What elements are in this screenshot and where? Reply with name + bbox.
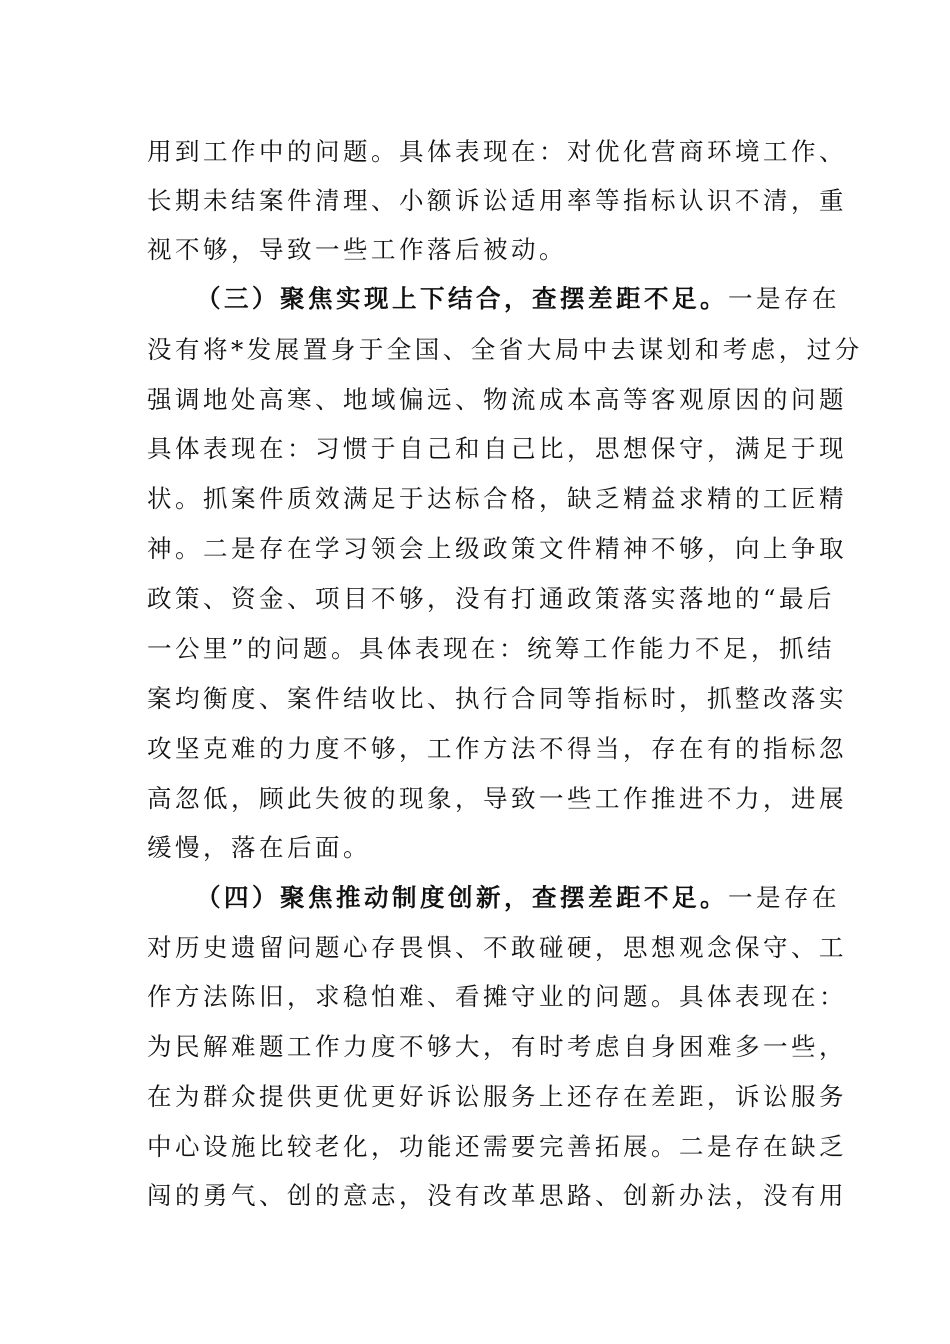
text-line: 为民解难题工作力度不够大，有时考虑自身困难多一些，	[147, 1032, 847, 1061]
text-line: 长期未结案件清理、小额诉讼适用率等指标认识不清，重	[147, 186, 847, 215]
text-line: 对历史遗留问题心存畏惧、不敢碰硬，思想观念保守、工	[147, 933, 847, 962]
text-line: 一公里”的问题。具体表现在：统筹工作能力不足，抓结	[147, 634, 836, 663]
text-line: 没有将*发展置身于全国、全省大局中去谋划和考虑，过分	[147, 335, 863, 364]
text-line: 政策、资金、项目不够，没有打通政策落实落地的“最后	[147, 584, 836, 613]
text-line: 具体表现在：习惯于自己和自己比，思想保守，满足于现	[147, 434, 847, 463]
text-line: 强调地处高寒、地域偏远、物流成本高等客观原因的问题	[147, 385, 847, 414]
text-line: 缓慢，落在后面。	[147, 833, 371, 862]
text-line: 作方法陈旧，求稳怕难、看摊守业的问题。具体表现在：	[147, 982, 847, 1011]
text-line: 视不够，导致一些工作落后被动。	[147, 235, 567, 264]
text-line: 在为群众提供更优更好诉讼服务上还存在差距，诉讼服务	[147, 1082, 847, 1111]
section-heading-line	[196, 873, 840, 923]
text-line: 闯的勇气、创的意志，没有改革思路、创新办法，没有用	[147, 1181, 847, 1210]
text-line: 高忽低，顾此失彼的现象，导致一些工作推进不力，进展	[147, 784, 847, 813]
text-line: 攻坚克难的力度不够，工作方法不得当，存在有的指标忽	[147, 734, 847, 763]
section-heading: （四）聚焦推动制度创新，查摆差距不足。	[196, 883, 728, 912]
text-line: 状。抓案件质效满足于达标合格，缺乏精益求精的工匠精	[147, 484, 847, 513]
text-span: 一是存在	[728, 284, 840, 313]
text-line: 案均衡度、案件结收比、执行合同等指标时，抓整改落实	[147, 684, 847, 713]
text-line: 神。二是存在学习领会上级政策文件精神不够，向上争取	[147, 534, 847, 563]
text-line: 用到工作中的问题。具体表现在：对优化营商环境工作、	[147, 137, 847, 166]
text-span: 一是存在	[728, 883, 840, 912]
section-heading-line	[196, 274, 840, 324]
text-line: 中心设施比较老化，功能还需要完善拓展。二是存在缺乏	[147, 1132, 847, 1161]
section-heading: （三）聚焦实现上下结合，查摆差距不足。	[196, 284, 728, 313]
